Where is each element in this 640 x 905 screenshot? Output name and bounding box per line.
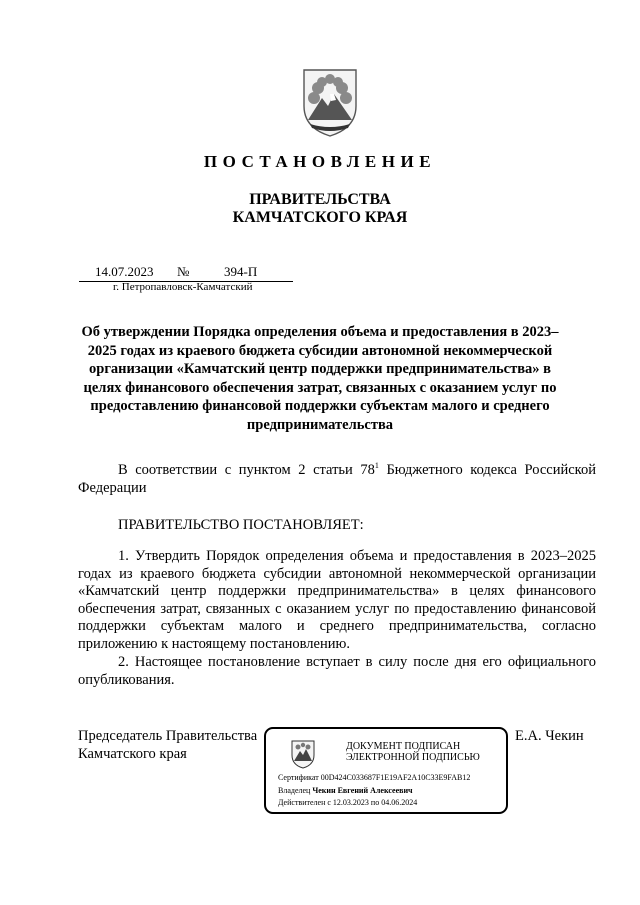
decree-item-1: 1. Утвердить Порядок определения объема и предоставления в 2023–2025 годах из краевого бюджета субсидии автономной некоммерческой организации «Камчатский центр поддержки предпринимательства» в целях финансового обеспечения затрат, связанных с оказанием услуг по предоставлению финансовой поддержки субъектам малого и среднего предпринимательства, согласно приложению к настоящему постановлению.: [78, 548, 596, 652]
issuer-line-2: КАМЧАТСКОГО КРАЯ: [232, 209, 408, 226]
electronic-signature-stamp: [264, 727, 508, 814]
basis-paragraph: [78, 462, 596, 497]
signer-position-line-2: Камчатского края: [78, 746, 187, 762]
document-date: 14.07.2023: [95, 264, 154, 279]
decree-statement: ПРАВИТЕЛЬСТВО ПОСТАНОВЛЯЕТ:: [118, 517, 364, 533]
coat-of-arms-small-icon: [290, 739, 316, 769]
issuer-line-1: ПРАВИТЕЛЬСТВА: [249, 191, 391, 208]
coat-of-arms-icon: [300, 66, 360, 138]
date-number-row: [79, 264, 293, 282]
number-sign: №: [177, 264, 190, 279]
esign-title-line-2: ЭЛЕКТРОННОЙ ПОДПИСЬЮ: [346, 752, 480, 763]
esign-validity: Действителен с 12.03.2023 по 04.06.2024: [278, 798, 418, 807]
signer-name: Е.А. Чекин: [515, 728, 584, 744]
city-label: г. Петропавловск-Камчатский: [113, 281, 253, 293]
decree-item-2: 2. Настоящее постановление вступает в силу после дня его официального опубликования.: [78, 654, 596, 688]
basis-text-a: В соответствии с пунктом 2 статьи 78: [118, 462, 375, 478]
esign-title-line-1: ДОКУМЕНТ ПОДПИСАН: [346, 741, 461, 752]
document-heading: Об утверждении Порядка определения объема и предоставления в 2023–2025 годах из краевого бюджета субсидии автономной некоммерческой организации «Камчатский центр поддержки предпринимательства» в целях финансового обеспечения затрат, связанных с оказанием услуг по предоставлению финансовой поддержки субъектам малого и среднего предпринимательства: [81, 324, 559, 433]
esign-owner: Владелец Чекин Евгений Алексеевич: [278, 786, 413, 795]
signer-position-line-1: Председатель Правительства: [78, 728, 258, 744]
document-type-title: ПОСТАНОВЛЕНИЕ: [203, 152, 437, 171]
basis-line-2: Федерации: [78, 479, 147, 496]
esign-certificate: Сертификат 00D424C033687F1E19AF2A10C33E9FAB12: [278, 773, 471, 782]
basis-superscript: 1: [374, 461, 379, 470]
basis-text-b: Бюджетного кодекса Российской: [378, 462, 596, 478]
basis-line-1: [78, 462, 596, 480]
document-number: 394-П: [224, 264, 258, 279]
